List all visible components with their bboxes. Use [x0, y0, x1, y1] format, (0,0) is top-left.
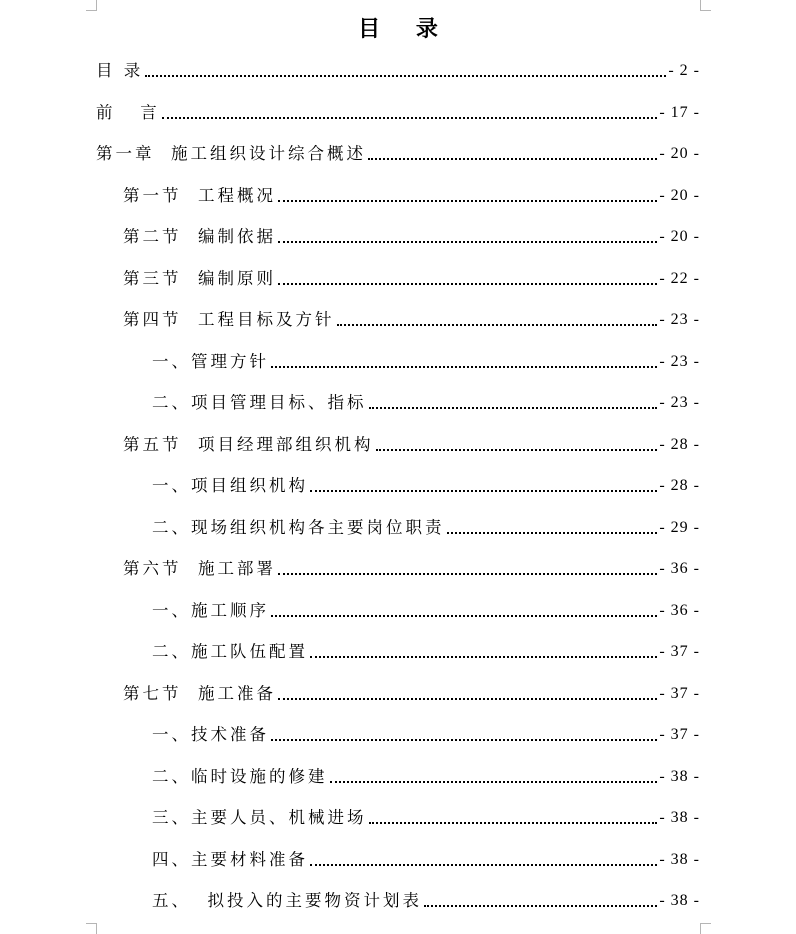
toc-entry[interactable] — [96, 432, 700, 456]
dot-leader — [424, 905, 657, 907]
toc-entry-label: 第三节 编制原则 — [123, 268, 276, 288]
toc-entry[interactable] — [96, 515, 700, 539]
toc-entry-page-number: - 36 - — [659, 601, 700, 619]
dot-leader — [376, 449, 658, 451]
toc-entry-label: 第七节 施工准备 — [123, 683, 276, 703]
toc-entry[interactable] — [96, 847, 700, 871]
toc-entry-page-number: - 20 - — [659, 186, 700, 204]
toc-entry-label: 五、 拟投入的主要物资计划表 — [152, 891, 422, 910]
toc-entry-label: 目 录 — [96, 61, 144, 80]
toc-entry[interactable] — [96, 100, 700, 124]
toc-entry-label: 二、临时设施的修建 — [152, 766, 328, 786]
dot-leader — [271, 615, 657, 617]
toc-entry-page-number: - 36 - — [659, 560, 700, 577]
toc-entry-label: 前 言 — [96, 102, 160, 122]
dot-leader — [337, 324, 658, 326]
toc-entry-label: 一、管理方针 — [152, 351, 269, 371]
toc-entry-page-number: - 37 - — [659, 726, 700, 743]
page-corner-mark — [700, 0, 711, 11]
toc-entry-label: 第二节 编制依据 — [123, 227, 276, 246]
toc-entry-page-number: - 2 - — [668, 62, 700, 79]
dot-leader — [310, 656, 657, 658]
dot-leader — [310, 490, 657, 492]
dot-leader — [145, 75, 666, 77]
page-corner-mark — [86, 923, 97, 934]
toc-entry[interactable] — [96, 556, 700, 580]
toc-entry[interactable] — [96, 141, 700, 165]
toc-entry-page-number: - 37 - — [659, 684, 700, 702]
toc-entry-page-number: - 23 - — [659, 311, 700, 328]
toc-entry[interactable] — [96, 805, 700, 829]
toc-entry-page-number: - 23 - — [659, 352, 700, 370]
toc-entry-label: 一、技术准备 — [152, 725, 269, 744]
toc-entry-label: 第四节 工程目标及方针 — [123, 310, 335, 329]
toc-entry-page-number: - 28 - — [659, 435, 700, 453]
toc-entry-label: 一、项目组织机构 — [152, 476, 308, 495]
toc-entry-label: 第六节 施工部署 — [123, 559, 276, 578]
dot-leader — [278, 283, 657, 285]
dot-leader — [330, 781, 658, 783]
toc-entry-page-number: - 29 - — [659, 518, 700, 536]
toc-entry[interactable] — [96, 224, 700, 248]
dot-leader — [369, 822, 658, 824]
dot-leader — [368, 158, 657, 160]
toc-entry[interactable] — [96, 681, 700, 705]
dot-leader — [162, 117, 658, 119]
toc-entry-page-number: - 38 - — [659, 809, 700, 826]
toc-entry[interactable] — [96, 473, 700, 497]
toc-entry[interactable] — [96, 722, 700, 746]
toc-entry-label: 第五节 项目经理部组织机构 — [123, 434, 374, 454]
toc-entry[interactable] — [96, 266, 700, 290]
toc-entry-page-number: - 20 - — [659, 145, 700, 162]
toc-entry[interactable] — [96, 764, 700, 788]
toc-entry[interactable] — [96, 307, 700, 331]
dot-leader — [278, 241, 657, 243]
toc-entry[interactable] — [96, 598, 700, 622]
toc-entry[interactable] — [96, 58, 700, 82]
toc-entry-page-number: - 38 - — [659, 850, 700, 868]
toc-entry-label: 二、现场组织机构各主要岗位职责 — [152, 517, 445, 537]
toc-entry[interactable] — [96, 639, 700, 663]
toc-entry-page-number: - 38 - — [659, 892, 700, 909]
dot-leader — [369, 407, 658, 409]
dot-leader — [271, 739, 657, 741]
toc-entry-label: 二、施工队伍配置 — [152, 642, 308, 661]
page-corner-mark — [86, 0, 97, 11]
page-corner-mark — [700, 923, 711, 934]
toc-entry-label: 第一章 施工组织设计综合概述 — [96, 144, 366, 163]
toc-entry-label: 一、施工顺序 — [152, 600, 269, 620]
toc-entry-page-number: - 37 - — [659, 643, 700, 660]
toc-entry-page-number: - 28 - — [659, 477, 700, 494]
toc-entry-label: 第一节 工程概况 — [123, 185, 276, 205]
dot-leader — [447, 532, 658, 534]
toc-entry-label: 三、主要人员、机械进场 — [152, 808, 367, 827]
dot-leader — [278, 200, 657, 202]
toc-entry[interactable] — [96, 183, 700, 207]
toc-entry-page-number: - 17 - — [659, 103, 700, 121]
dot-leader — [310, 864, 657, 866]
page-title: 目 录 — [358, 16, 452, 42]
dot-leader — [278, 573, 657, 575]
dot-leader — [278, 698, 657, 700]
toc-entry-label: 四、主要材料准备 — [152, 849, 308, 869]
toc-entry-page-number: - 23 - — [659, 394, 700, 411]
dot-leader — [271, 366, 657, 368]
toc-entry-page-number: - 20 - — [659, 228, 700, 245]
toc-entry-page-number: - 22 - — [659, 269, 700, 287]
toc-entry-page-number: - 38 - — [659, 767, 700, 785]
toc-entry[interactable] — [96, 888, 700, 912]
toc-entry-label: 二、项目管理目标、指标 — [152, 393, 367, 412]
toc-entry[interactable] — [96, 349, 700, 373]
toc-entry[interactable] — [96, 390, 700, 414]
